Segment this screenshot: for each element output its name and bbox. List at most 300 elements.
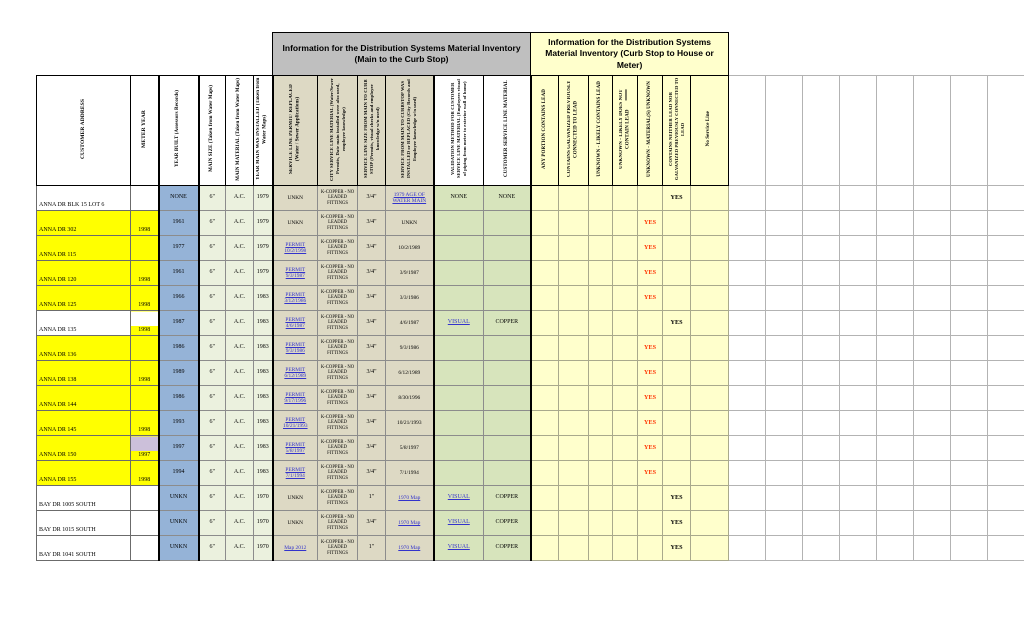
header-customer-address: CUSTOMER ADDRESS (37, 76, 131, 186)
cell-meter-year: 1998 (131, 286, 159, 311)
cell-empty (877, 261, 914, 286)
cell-empty (988, 536, 1024, 561)
cell-flag-unknown-likely-not-lead (613, 236, 638, 261)
cell-service-installed (386, 436, 434, 461)
installed-text: 10/21/1993 (397, 419, 422, 426)
cell-main-size: 6" (199, 211, 226, 236)
header-contains-neither: CONTAINS NEITHER LEAD NOR GALVANIZED PREVIOUSLY CONNECTED TO LEAD (663, 76, 691, 186)
cell-service-permit (273, 486, 318, 511)
cell-customer-material (484, 386, 531, 411)
lead-status: YES (670, 318, 683, 326)
header-unknown-likely-lead: UNKNOWN - LIKELY CONTAINS LEAD (589, 76, 613, 186)
cell-empty (951, 511, 988, 536)
cell-address: BAY DR 1005 SOUTH (37, 486, 131, 511)
cell-address: BAY DR 1015 SOUTH (37, 511, 131, 536)
table-row (37, 411, 1024, 436)
cell-service-installed (386, 411, 434, 436)
header-unknown-materials: UNKNOWN - MATERIAL(S) UNKNOWN (638, 76, 663, 186)
cell-service-installed (386, 386, 434, 411)
cell-flag-unknown-likely-lead (589, 261, 613, 286)
cell-flag-contains-neither (663, 386, 691, 411)
cell-empty (840, 211, 877, 236)
cell-empty (914, 211, 951, 236)
cell-year-built: 1961 (159, 211, 199, 236)
installed-link[interactable]: 1970 Map (398, 494, 421, 501)
cell-meter-year: 1998 (131, 361, 159, 386)
cell-empty (951, 486, 988, 511)
cell-empty (766, 511, 803, 536)
cell-meter-year (131, 386, 159, 411)
cell-flag-no-service-line (691, 311, 729, 336)
cell-empty (729, 386, 766, 411)
cell-line-size: 3/4" (358, 336, 386, 361)
cell-flag-unknown-materials (638, 361, 663, 386)
cell-line-size: 3/4" (358, 186, 386, 211)
cell-flag-contains-neither (663, 511, 691, 536)
installed-link[interactable]: 1970 Map (398, 544, 421, 551)
cell-customer-material: COPPER (484, 511, 531, 536)
cell-empty (803, 461, 840, 486)
cell-main-size: 6" (199, 486, 226, 511)
cell-empty (729, 461, 766, 486)
cell-flag-any-portion-lead (531, 236, 559, 261)
lead-status: YES (670, 543, 683, 551)
installed-text: 3/9/1987 (399, 269, 419, 276)
cell-empty (877, 486, 914, 511)
cell-empty (914, 386, 951, 411)
cell-empty (803, 186, 840, 211)
cell-service-permit (273, 186, 318, 211)
table-row (37, 361, 1024, 386)
permit-text: UNKN (287, 494, 304, 501)
cell-year-built: 1994 (159, 461, 199, 486)
cell-year-built: 1986 (159, 386, 199, 411)
cell-empty (914, 311, 951, 336)
cell-empty (803, 211, 840, 236)
cell-main-size: 6" (199, 261, 226, 286)
header-empty (840, 76, 877, 186)
cell-empty (877, 211, 914, 236)
permit-link[interactable]: 9/17/1996 (284, 398, 307, 404)
cell-empty (877, 336, 914, 361)
installed-text: 3/3/1986 (399, 294, 419, 301)
inventory-table (36, 32, 1024, 561)
permit-link[interactable]: PERMIT (285, 291, 306, 298)
header-empty (988, 76, 1024, 186)
cell-year-main-installed: 1983 (254, 386, 273, 411)
lead-status: YES (670, 493, 683, 501)
cell-service-permit (273, 386, 318, 411)
cell-empty (951, 361, 988, 386)
table-row (37, 186, 1024, 211)
cell-service-installed (386, 536, 434, 561)
cell-empty (729, 536, 766, 561)
cell-year-built: 1961 (159, 261, 199, 286)
cell-flag-unknown-materials (638, 311, 663, 336)
cell-empty (988, 236, 1024, 261)
validation-link[interactable]: VISUAL (447, 519, 470, 526)
permit-link[interactable]: PERMIT (285, 416, 306, 423)
permit-link[interactable]: 6/12/1989 (284, 373, 307, 379)
cell-empty (951, 311, 988, 336)
cell-meter-year (131, 186, 159, 211)
cell-empty (840, 336, 877, 361)
validation-link[interactable]: VISUAL (447, 319, 470, 326)
cell-main-size: 6" (199, 311, 226, 336)
table-row (37, 261, 1024, 286)
cell-empty (877, 361, 914, 386)
cell-flag-any-portion-lead (531, 336, 559, 361)
header-year-built: YEAR BUILT (Assessors Records) (159, 76, 199, 186)
cell-meter-year (131, 236, 159, 261)
cell-empty (840, 486, 877, 511)
permit-link[interactable]: 5/8/1997 (285, 448, 305, 454)
cell-empty (840, 286, 877, 311)
cell-main-material: A.C. (226, 186, 254, 211)
cell-customer-material (484, 461, 531, 486)
cell-flag-galvanized-prev-lead (559, 511, 589, 536)
cell-flag-unknown-likely-lead (589, 486, 613, 511)
lead-status: YES (644, 418, 657, 426)
cell-empty (840, 386, 877, 411)
cell-flag-unknown-likely-not-lead (613, 336, 638, 361)
header-validation-method: VALIDATION METHOD FOR CUSTOMER SERVICE LINE MATERIAL (Employees visual of piping from meter to exterior wall of home) (434, 76, 484, 186)
cell-service-permit (273, 286, 318, 311)
cell-city-material: K-COPPER - NO LEADED FITTINGS (318, 311, 358, 336)
cell-line-size: 3/4" (358, 236, 386, 261)
cell-flag-no-service-line (691, 411, 729, 436)
cell-empty (988, 411, 1024, 436)
cell-main-material: A.C. (226, 511, 254, 536)
cell-flag-unknown-likely-lead (589, 536, 613, 561)
cell-flag-unknown-materials (638, 436, 663, 461)
cell-address: ANNA DR 150 (37, 436, 131, 461)
permit-link[interactable]: 10/2/1998 (284, 248, 307, 254)
permit-link[interactable]: PERMIT (285, 441, 306, 448)
permit-link[interactable]: PERMIT (285, 341, 306, 348)
cell-validation (434, 286, 484, 311)
cell-main-size: 6" (199, 536, 226, 561)
cell-customer-material (484, 411, 531, 436)
permit-link[interactable]: PERMIT (285, 266, 306, 273)
cell-service-permit (273, 536, 318, 561)
permit-link[interactable]: PERMIT (285, 466, 306, 473)
cell-year-built: UNKN (159, 511, 199, 536)
cell-service-installed (386, 211, 434, 236)
cell-flag-unknown-materials (638, 411, 663, 436)
cell-flag-any-portion-lead (531, 436, 559, 461)
cell-flag-galvanized-prev-lead (559, 211, 589, 236)
cell-meter-year: 1998 (131, 411, 159, 436)
cell-empty (729, 336, 766, 361)
cell-flag-unknown-likely-lead (589, 286, 613, 311)
cell-validation (434, 311, 484, 336)
cell-flag-contains-neither (663, 486, 691, 511)
cell-empty (766, 286, 803, 311)
cell-main-size: 6" (199, 511, 226, 536)
cell-empty (766, 361, 803, 386)
cell-address: ANNA DR 155 (37, 461, 131, 486)
validation-text: NONE (450, 194, 468, 201)
cell-city-material: K-COPPER - NO LEADED FITTINGS (318, 286, 358, 311)
header-year-main-installed: YEAR MAIN WAS INSTALLED (Taken from Water Maps) (254, 76, 273, 186)
cell-service-permit (273, 361, 318, 386)
cell-customer-material (484, 236, 531, 261)
cell-year-main-installed: 1983 (254, 286, 273, 311)
cell-flag-any-portion-lead (531, 286, 559, 311)
permit-link[interactable]: 9/3/1987 (285, 273, 305, 279)
cell-empty (729, 436, 766, 461)
band-curb-to-house: Information for the Distribution Systems Material Inventory (Curb Stop to House or Meter) (531, 33, 729, 76)
cell-city-material: K-COPPER - NO LEADED FITTINGS (318, 486, 358, 511)
permit-link[interactable]: 4/6/1987 (285, 323, 305, 329)
cell-empty (951, 436, 988, 461)
cell-customer-material: COPPER (484, 536, 531, 561)
cell-main-material: A.C. (226, 536, 254, 561)
cell-empty (766, 186, 803, 211)
cell-customer-material (484, 336, 531, 361)
lead-status: YES (644, 393, 657, 401)
cell-meter-year (131, 511, 159, 536)
permit-link[interactable]: 9/3/1986 (285, 348, 305, 354)
validation-link[interactable]: VISUAL (447, 494, 470, 501)
cell-flag-unknown-likely-lead (589, 211, 613, 236)
permit-link[interactable]: 3/12/1986 (284, 298, 307, 304)
table-row (37, 336, 1024, 361)
header-service-line-permit: SERVICE LINE PERMIT/ REPLACED (Water / Sewer Applications) (273, 76, 318, 186)
cell-empty (877, 436, 914, 461)
cell-validation (434, 186, 484, 211)
cell-city-material: K-COPPER - NO LEADED FITTINGS (318, 361, 358, 386)
cell-empty (951, 461, 988, 486)
cell-validation (434, 336, 484, 361)
cell-meter-year: 1998 (131, 311, 159, 336)
cell-year-built: UNKN (159, 536, 199, 561)
cell-customer-material (484, 436, 531, 461)
permit-text: UNKN (287, 519, 304, 526)
permit-link[interactable]: 7/1/1994 (285, 473, 305, 479)
cell-address: ANNA DR 120 (37, 261, 131, 286)
cell-main-size: 6" (199, 336, 226, 361)
cell-flag-any-portion-lead (531, 211, 559, 236)
cell-flag-any-portion-lead (531, 486, 559, 511)
cell-empty (914, 511, 951, 536)
cell-flag-unknown-likely-not-lead (613, 536, 638, 561)
cell-year-built: 1997 (159, 436, 199, 461)
cell-flag-no-service-line (691, 436, 729, 461)
cell-flag-galvanized-prev-lead (559, 386, 589, 411)
cell-empty (840, 186, 877, 211)
band-spacer-right (729, 33, 1024, 76)
permit-link[interactable]: Map 2012 (284, 544, 307, 551)
cell-address: ANNA DR 138 (37, 361, 131, 386)
permit-link[interactable]: PERMIT (285, 391, 306, 398)
header-service-installed: SERVICE FROM MAIN TO CURBSTOP WAS INSTALLED or REPLACED (City Records and Employee knowledge w/n used) (386, 76, 434, 186)
cell-empty (877, 236, 914, 261)
cell-flag-unknown-likely-not-lead (613, 461, 638, 486)
cell-service-installed (386, 511, 434, 536)
cell-flag-any-portion-lead (531, 461, 559, 486)
cell-empty (729, 411, 766, 436)
cell-city-material: K-COPPER - NO LEADED FITTINGS (318, 536, 358, 561)
cell-main-material: A.C. (226, 286, 254, 311)
cell-empty (729, 311, 766, 336)
cell-service-permit (273, 336, 318, 361)
cell-flag-galvanized-prev-lead (559, 286, 589, 311)
cell-address: ANNA DR 135 (37, 311, 131, 336)
lead-status: YES (644, 368, 657, 376)
cell-empty (988, 486, 1024, 511)
installed-text: 5/8/1997 (399, 444, 419, 451)
cell-empty (766, 261, 803, 286)
installed-text: 9/3/1986 (399, 344, 419, 351)
cell-empty (951, 336, 988, 361)
installed-text: 8/30/1996 (398, 394, 421, 401)
cell-empty (840, 311, 877, 336)
cell-address: ANNA DR 144 (37, 386, 131, 411)
lead-status: YES (644, 218, 657, 226)
cell-validation (434, 486, 484, 511)
cell-empty (988, 261, 1024, 286)
cell-empty (729, 186, 766, 211)
cell-year-main-installed: 1970 (254, 511, 273, 536)
cell-empty (729, 236, 766, 261)
cell-year-built: 1966 (159, 286, 199, 311)
cell-flag-no-service-line (691, 236, 729, 261)
cell-main-material: A.C. (226, 386, 254, 411)
header-empty (877, 76, 914, 186)
cell-empty (729, 361, 766, 386)
cell-validation (434, 261, 484, 286)
cell-empty (914, 361, 951, 386)
lead-status: YES (644, 268, 657, 276)
cell-empty (988, 511, 1024, 536)
cell-meter-year (131, 536, 159, 561)
cell-customer-material: NONE (484, 186, 531, 211)
cell-service-installed (386, 486, 434, 511)
table-row (37, 311, 1024, 336)
cell-service-installed (386, 361, 434, 386)
table-row (37, 511, 1024, 536)
cell-city-material: K-COPPER - NO LEADED FITTINGS (318, 436, 358, 461)
cell-flag-unknown-likely-not-lead (613, 286, 638, 311)
permit-link[interactable]: PERMIT (285, 366, 306, 373)
cell-line-size: 3/4" (358, 436, 386, 461)
validation-link[interactable]: VISUAL (447, 544, 470, 551)
cell-empty (803, 511, 840, 536)
cell-empty (840, 511, 877, 536)
cell-flag-unknown-materials (638, 186, 663, 211)
cell-service-installed (386, 311, 434, 336)
cell-customer-material (484, 211, 531, 236)
cell-empty (803, 311, 840, 336)
cell-flag-contains-neither (663, 436, 691, 461)
cell-flag-unknown-materials (638, 236, 663, 261)
cell-main-size: 6" (199, 461, 226, 486)
cell-flag-no-service-line (691, 336, 729, 361)
table-row (37, 536, 1024, 561)
installed-link[interactable]: 1979 AGE OF WATER MAIN (392, 191, 427, 204)
cell-flag-no-service-line (691, 386, 729, 411)
permit-link[interactable]: PERMIT (285, 241, 306, 248)
cell-flag-galvanized-prev-lead (559, 311, 589, 336)
cell-empty (951, 386, 988, 411)
cell-year-built: 1977 (159, 236, 199, 261)
cell-city-material: K-COPPER - NO LEADED FITTINGS (318, 411, 358, 436)
cell-flag-unknown-likely-not-lead (613, 261, 638, 286)
cell-main-material: A.C. (226, 261, 254, 286)
cell-flag-unknown-likely-not-lead (613, 436, 638, 461)
cell-empty (766, 211, 803, 236)
cell-flag-unknown-likely-not-lead (613, 411, 638, 436)
cell-service-installed (386, 186, 434, 211)
cell-empty (803, 336, 840, 361)
cell-flag-any-portion-lead (531, 511, 559, 536)
cell-year-main-installed: 1979 (254, 261, 273, 286)
cell-service-permit (273, 461, 318, 486)
cell-main-material: A.C. (226, 361, 254, 386)
cell-empty (840, 411, 877, 436)
cell-address: ANNA DR 302 (37, 211, 131, 236)
cell-empty (988, 386, 1024, 411)
cell-validation (434, 236, 484, 261)
cell-empty (988, 461, 1024, 486)
cell-empty (803, 386, 840, 411)
cell-flag-unknown-likely-lead (589, 336, 613, 361)
permit-link[interactable]: 10/21/1993 (283, 423, 308, 429)
cell-flag-galvanized-prev-lead (559, 411, 589, 436)
cell-address: ANNA DR BLK 15 LOT 6 (37, 186, 131, 211)
cell-meter-year (131, 336, 159, 361)
cell-line-size: 1" (358, 536, 386, 561)
cell-flag-unknown-likely-lead (589, 361, 613, 386)
installed-link[interactable]: 1970 Map (398, 519, 421, 526)
cell-main-material: A.C. (226, 411, 254, 436)
cell-flag-any-portion-lead (531, 186, 559, 211)
installed-text: 4/6/1987 (399, 319, 419, 326)
cell-flag-unknown-materials (638, 336, 663, 361)
cell-empty (840, 436, 877, 461)
cell-flag-contains-neither (663, 361, 691, 386)
cell-empty (988, 436, 1024, 461)
cell-empty (803, 286, 840, 311)
cell-flag-contains-neither (663, 236, 691, 261)
cell-flag-contains-neither (663, 311, 691, 336)
table-row (37, 436, 1024, 461)
cell-address: BAY DR 1041 SOUTH (37, 536, 131, 561)
cell-empty (914, 186, 951, 211)
cell-empty (766, 386, 803, 411)
permit-link[interactable]: PERMIT (285, 316, 306, 323)
cell-validation (434, 511, 484, 536)
cell-flag-unknown-materials (638, 261, 663, 286)
cell-empty (951, 236, 988, 261)
installed-text: 7/1/1994 (399, 469, 419, 476)
cell-empty (951, 211, 988, 236)
cell-flag-any-portion-lead (531, 536, 559, 561)
cell-flag-no-service-line (691, 286, 729, 311)
cell-service-permit (273, 511, 318, 536)
cell-flag-galvanized-prev-lead (559, 186, 589, 211)
cell-flag-unknown-likely-not-lead (613, 211, 638, 236)
table-row (37, 236, 1024, 261)
lead-status: YES (644, 343, 657, 351)
cell-flag-no-service-line (691, 511, 729, 536)
cell-flag-unknown-likely-lead (589, 236, 613, 261)
cell-year-main-installed: 1979 (254, 211, 273, 236)
cell-flag-no-service-line (691, 536, 729, 561)
cell-service-installed (386, 286, 434, 311)
